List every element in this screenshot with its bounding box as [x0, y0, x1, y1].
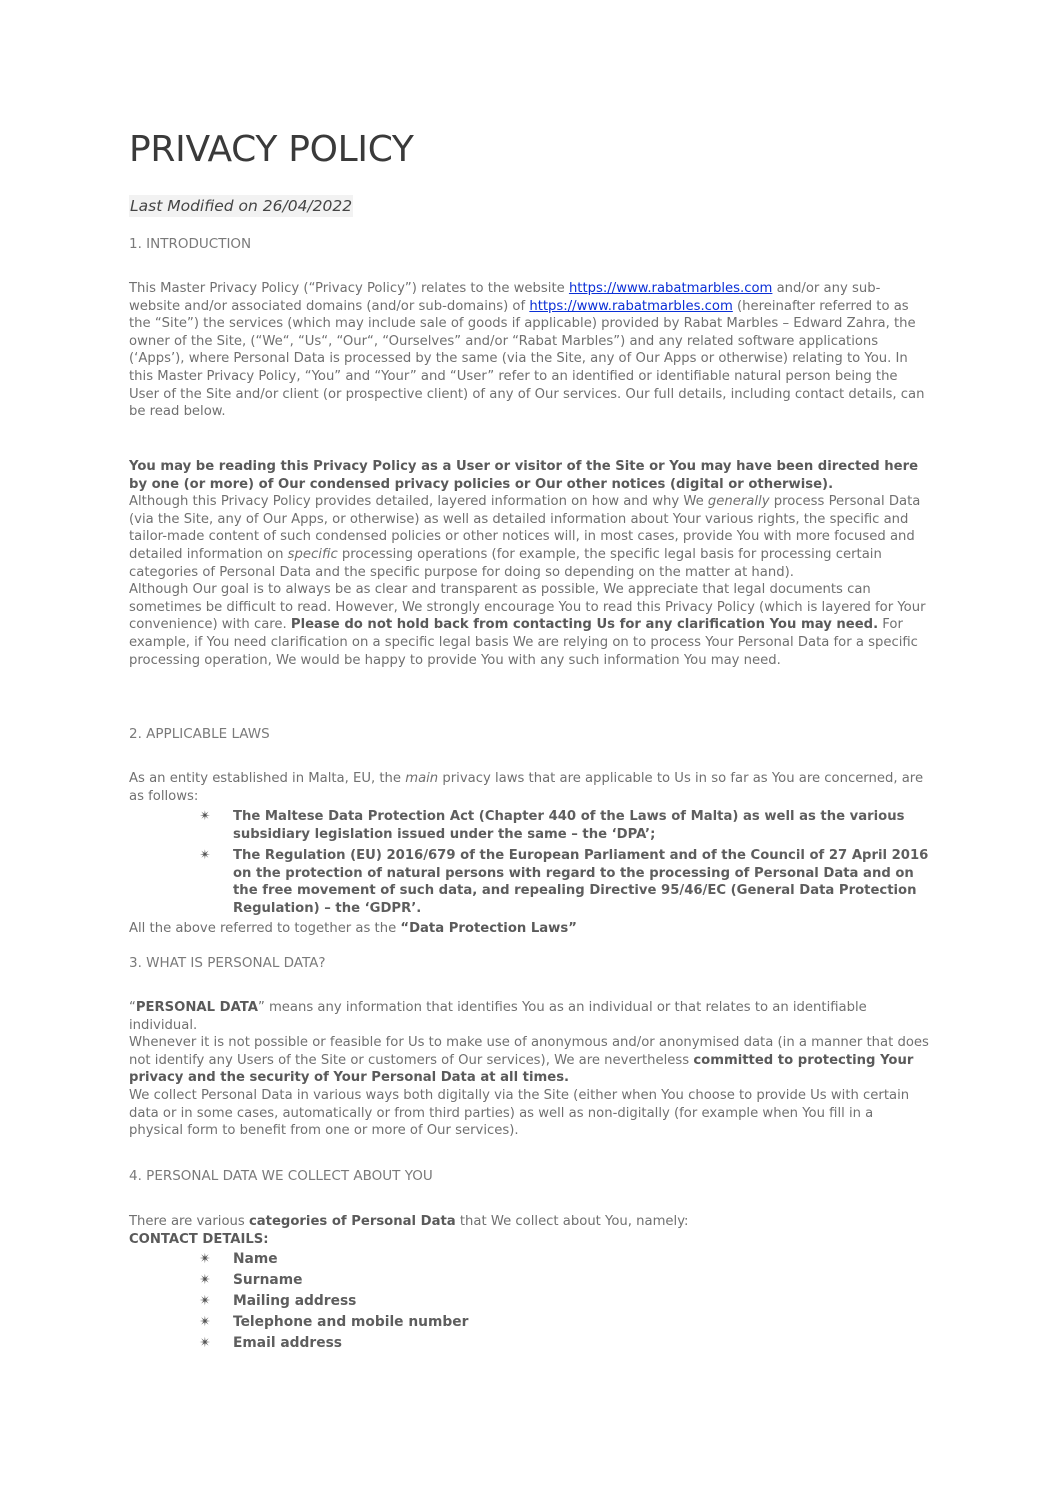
anonymised-text: Whenever it is not possible or feasible for Us to make use of anonymous and/or anonymised data (in a manner that does not identify any Users of the Site or customers of Our services), We are nevertheless	[129, 1035, 929, 1068]
list-item	[199, 847, 929, 917]
collection-ways-text: We collect Personal Data in various ways both digitally via the Site (either when You choose to provide Us with certain data or in some cases, automatically or from third parties) as well as non-digitally (for example when You fill in a physical form to benefit from one or more of Our services).	[129, 1087, 910, 1139]
data-protection-laws-bold: “Data Protection Laws”	[400, 921, 577, 936]
intro-text: (hereinafter referred to as the “Site”) the services (which may include sale of goods if applicable) provided by Rabat Marbles – Edward Zahra, the owner of the Site, (“We“, “Us“, “Our“, “Ourselves” and/or “Rabat Marbles”) and any related software applications (‘Apps’), where Personal Data is processed by the same (via the Site, any of Our Apps or otherwise) relating to You. In this Master Privacy Policy, “You” and “Your” and “User” refer to an identified or identifiable natural person being the User of the Site and/or client (or prospective client) of any of Our services. Our full details, including contact details, can be read below.	[129, 298, 925, 420]
laws-closing-text: All the above referred to together as the	[129, 921, 401, 936]
emphasis-main: main	[405, 771, 439, 786]
section-heading-introduction: 1. INTRODUCTION	[129, 236, 252, 252]
contact-item-text: Surname	[233, 1272, 303, 1288]
reading-notice-bold: You may be reading this Privacy Policy as a User or visitor of the Site or You may have been directed here by one (or more) of Our condensed privacy policies or Our other notices (digital or otherwise).	[129, 459, 919, 492]
categories-bold: categories of Personal Data	[248, 1214, 456, 1229]
contact-item-text: Mailing address	[233, 1293, 357, 1309]
site-link[interactable]: https://www.rabatmarbles.com	[568, 281, 773, 296]
contact-us-bold: Please do not hold back from contacting Us for any clarification You may need.	[290, 617, 879, 633]
categories-text: that We collect about You, namely:	[455, 1214, 689, 1229]
contact-details-list	[199, 1249, 929, 1354]
list-item	[199, 1249, 929, 1270]
section-heading-data-collected: 4. PERSONAL DATA WE COLLECT ABOUT YOU	[129, 1168, 433, 1184]
page-title: PRIVACY POLICY	[129, 129, 414, 170]
personal-data-definition: ” means any information that identifies You as an individual or that relates to an identifiable individual.	[129, 1000, 867, 1033]
categories-paragraph	[129, 1213, 929, 1248]
contact-item-text: Name	[233, 1251, 278, 1267]
bullet-icon: ✴	[199, 1335, 211, 1351]
list-item	[199, 1291, 929, 1312]
bullet-icon: ✴	[199, 848, 211, 864]
list-item	[199, 1312, 929, 1333]
laws-intro-paragraph	[129, 770, 929, 805]
bullet-icon: ✴	[199, 809, 211, 824]
layered-info-text: Although this Privacy Policy provides detailed, layered information on how and why We	[129, 494, 708, 510]
contact-details-label: CONTACT DETAILS:	[129, 1231, 269, 1247]
quote-mark: “	[129, 1000, 136, 1015]
contact-item-text: Email address	[233, 1335, 343, 1351]
bullet-icon: ✴	[199, 1314, 211, 1330]
layered-info-text: process Personal Data (via the Site, any of Our Apps, or otherwise) as well as detailed information about Your various rights, the specific and tailor-made content of such condensed policies or other notices will, in most cases, provide You with more focused and detailed information on	[129, 494, 921, 562]
site-link[interactable]: https://www.rabatmarbles.com	[529, 298, 733, 314]
personal-data-term: PERSONAL DATA	[135, 1000, 258, 1015]
law-item-text: The Regulation (EU) 2016/679 of the European Parliament and of the Council of 27 April 2016 on the protection of natural persons with regard to the processing of Personal Data and on the free movement of such data, and repealing Directive 95/46/EC (General Data Protection Regulation) – the ‘GDPR’.	[233, 848, 929, 916]
bullet-icon: ✴	[199, 1272, 211, 1288]
intro-paragraph	[129, 280, 929, 421]
laws-text: privacy laws that are applicable to Us in so far as You are concerned, are as follows:	[129, 771, 924, 804]
laws-list	[199, 808, 929, 918]
list-item	[199, 1333, 929, 1354]
section-heading-applicable-laws: 2. APPLICABLE LAWS	[129, 726, 270, 742]
emphasis-specific: specific	[287, 546, 338, 562]
last-modified-date: Last Modified on 26/04/2022	[130, 197, 353, 215]
clarity-text: For example, if You need clarification on a specific legal basis We are relying on to process Your Personal Data for a specific processing operation, We would be happy to provide You with any such information You may need.	[129, 617, 918, 668]
categories-text: There are various	[129, 1214, 249, 1229]
section-heading-personal-data: 3. WHAT IS PERSONAL DATA?	[129, 955, 326, 971]
emphasis-generally: generally	[707, 494, 770, 510]
intro-text: This Master Privacy Policy (“Privacy Policy”) relates to the website	[129, 281, 569, 296]
laws-closing-paragraph	[129, 920, 929, 938]
laws-text: As an entity established in Malta, EU, the	[129, 771, 406, 786]
clarity-text: Although Our goal is to always be as clear and transparent as possible, We appreciate that legal documents can sometimes be difficult to read. However, We strongly encourage You to read this Privacy Policy (which is layered for Your convenience) with care.	[129, 582, 926, 633]
law-item-text: The Maltese Data Protection Act (Chapter 440 of the Laws of Malta) as well as the various subsidiary legislation issued under the same – the ‘DPA’;	[233, 809, 905, 842]
list-item	[199, 808, 929, 843]
layered-info-text: processing operations (for example, the specific legal basis for processing certain categories of Personal Data and the specific purpose for doing so depending on the matter at hand).	[129, 546, 882, 580]
personal-data-paragraph	[129, 999, 929, 1140]
intro-text: and/or any sub-website and/or associated domains (and/or sub-domains) of	[129, 281, 881, 314]
list-item	[199, 1270, 929, 1291]
contact-item-text: Telephone and mobile number	[233, 1314, 469, 1330]
bullet-icon: ✴	[199, 1293, 211, 1309]
bullet-icon: ✴	[199, 1251, 211, 1267]
reading-notice-paragraph	[129, 458, 929, 669]
commitment-bold: committed to protecting Your privacy and the security of Your Personal Data at all times.	[129, 1052, 914, 1086]
